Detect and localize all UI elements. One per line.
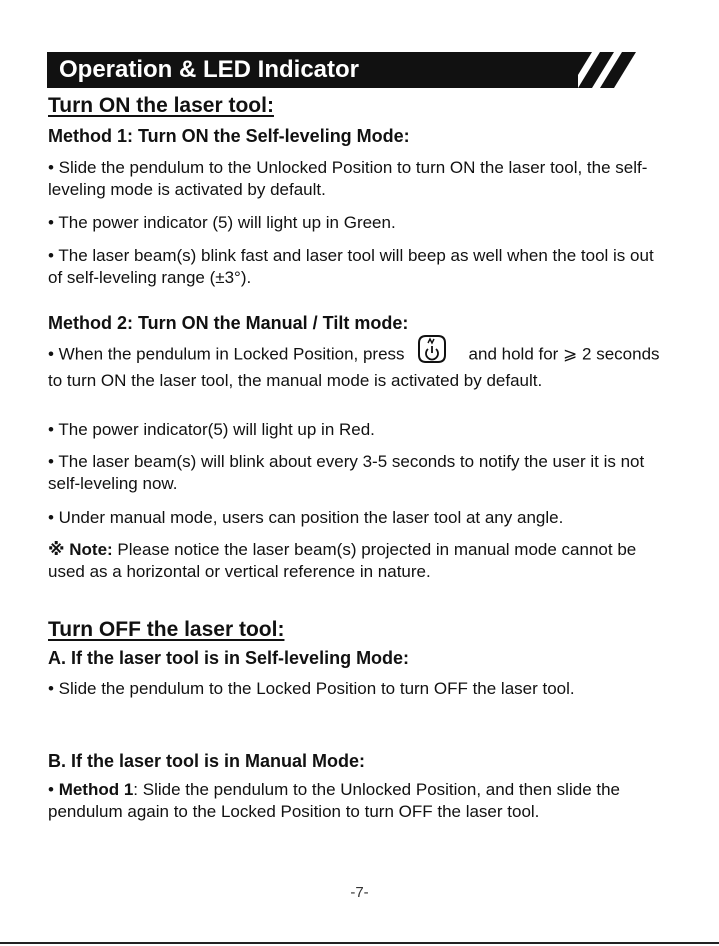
power-button-icon (417, 334, 447, 370)
turn-off-heading: Turn OFF the laser tool: (48, 618, 285, 641)
manual-mode-note (48, 539, 668, 583)
method2-bullet-1 (48, 340, 668, 392)
method2-bullet-1-end: and hold for ⩾ 2 seconds to turn ON the laser tool, the manual mode is activated by default. (48, 344, 660, 390)
manual-off-method1 (48, 779, 668, 823)
banner-stripes-icon (556, 52, 646, 88)
page-number: -7- (350, 884, 369, 901)
method1-bullet-2: • The power indicator (5) will light up in Green. (48, 213, 396, 232)
turn-on-heading: Turn ON the laser tool: (48, 94, 274, 117)
bottom-divider (0, 942, 719, 944)
method2-bullet-1-start: • When the pendulum in Locked Position, press (48, 344, 405, 364)
method2-title: Method 2: Turn ON the Manual / Tilt mode: (48, 313, 409, 333)
method2-bullet-3: • The laser beam(s) will blink about every 3-5 seconds to notify the user it is not self-leveling now. (48, 452, 645, 493)
self-leveling-off-text: • Slide the pendulum to the Locked Position to turn OFF the laser tool. (48, 679, 575, 698)
section-banner (47, 52, 578, 88)
banner-title: Operation & LED Indicator (59, 56, 360, 83)
method1-bullet-1: • Slide the pendulum to the Unlocked Position to turn ON the laser tool, the self-leveling mode is activated by default. (48, 158, 648, 199)
method1-bullet-3: • The laser beam(s) blink fast and laser tool will beep as well when the tool is out of self-leveling range (±3°). (48, 246, 654, 287)
note-text: Please notice the laser beam(s) projected in manual mode cannot be used as a horizontal or vertical reference in nature. (48, 540, 637, 581)
manual-off-method1-text: : Slide the pendulum to the Unlocked Position, and then slide the pendulum again to the Locked Position to turn OFF the laser tool. (48, 780, 621, 821)
self-leveling-off-title: A. If the laser tool is in Self-leveling Mode: (48, 648, 410, 668)
method1-title: Method 1: Turn ON the Self-leveling Mode: (48, 126, 410, 146)
method2-bullet-4: • Under manual mode, users can position the laser tool at any angle. (48, 508, 564, 527)
manual-off-method1-label: Method 1 (58, 780, 134, 799)
manual-off-title: B. If the laser tool is in Manual Mode: (48, 751, 366, 771)
method2-bullet-2: • The power indicator(5) will light up in Red. (48, 420, 375, 439)
manual-off-bullet: • (48, 780, 59, 799)
note-label: ※ Note: (48, 540, 113, 559)
